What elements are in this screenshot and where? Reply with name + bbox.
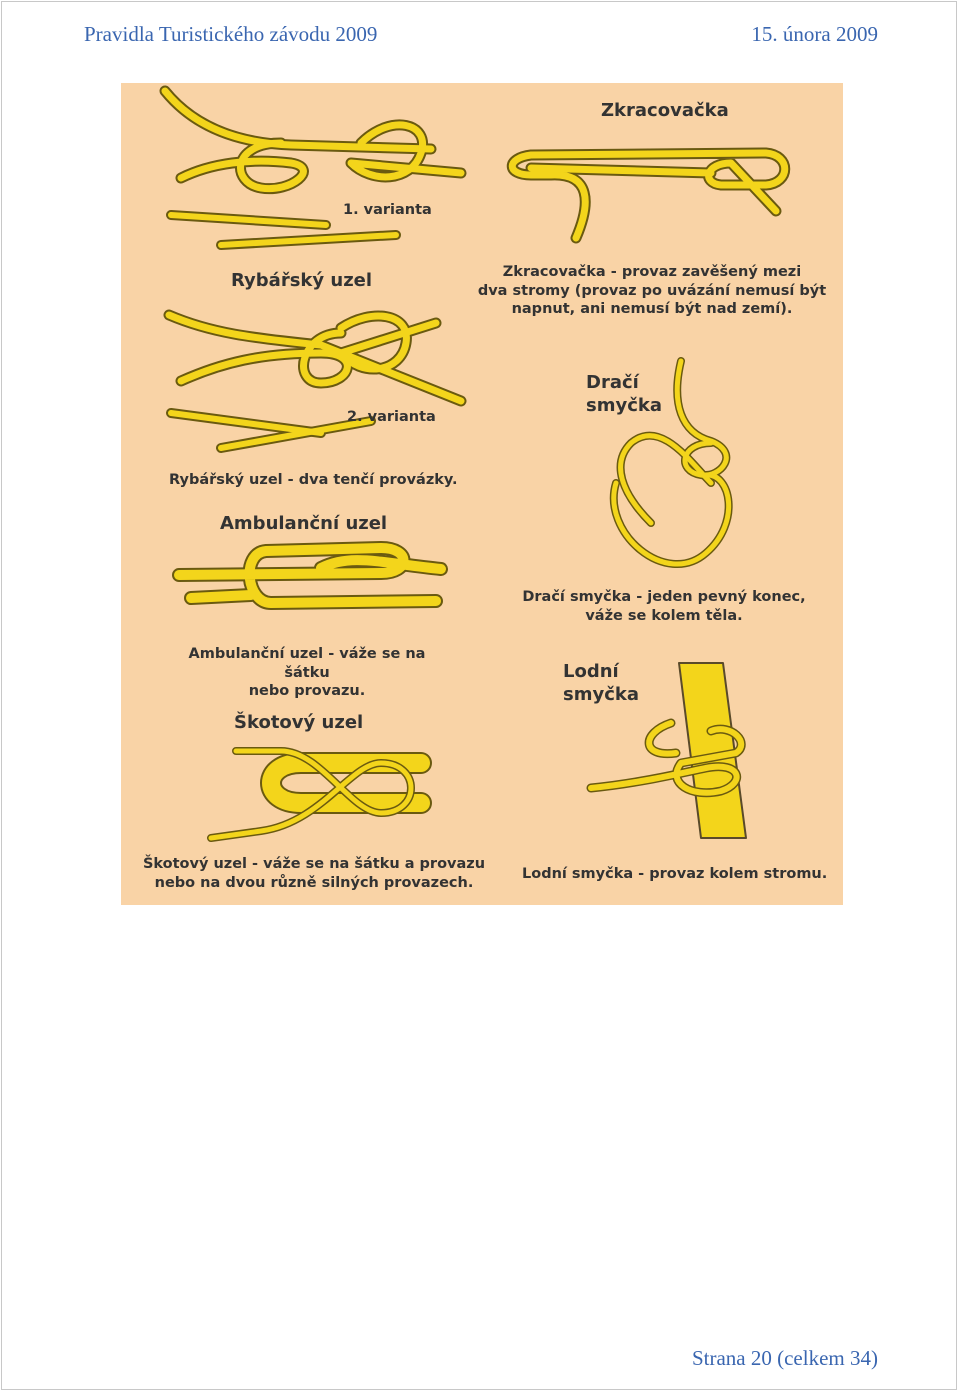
caption-sheet-bend: Škotový uzel - váže se na šátku a provazu nebo na dvou různě silných provazech.: [142, 856, 486, 891]
label-clove-hitch: Lodní smyčka: [563, 661, 639, 706]
label-sheepshank: Zkracovačka: [601, 100, 729, 121]
header-date: 15. února 2009: [751, 22, 878, 46]
caption-fishermans-knot: Rybářský uzel - dva tenčí provázky.: [169, 472, 458, 488]
caption-sheepshank: Zkracovačka - provaz zavěšený mezi dva stromy (provaz po uvázání nemusí být napnut, ani nemusí být nad zemí).: [477, 264, 827, 318]
label-sheet-bend: Škotový uzel: [234, 712, 364, 733]
label-variant-2: 2. varianta: [347, 409, 436, 425]
label-variant-1: 1. varianta: [343, 202, 432, 218]
label-fishermans-knot: Rybářský uzel: [231, 270, 373, 291]
knots-figure: [121, 83, 843, 905]
page-number: Strana 20 (celkem 34): [691, 1346, 878, 1370]
caption-reef-knot: Ambulanční uzel - váže se na šátku nebo provazu.: [188, 646, 426, 700]
knots-illustration: [121, 83, 843, 905]
fishermans-knot-v1-loose: [165, 91, 461, 189]
header-title: Pravidla Turistického závodu 2009: [84, 22, 378, 46]
label-reef-knot: Ambulanční uzel: [220, 513, 388, 534]
label-bowline: Dračí smyčka: [586, 372, 662, 417]
caption-clove-hitch: Lodní smyčka - provaz kolem stromu.: [522, 866, 828, 882]
caption-bowline: Dračí smyčka - jeden pevný konec, váže se kolem těla.: [522, 589, 806, 624]
